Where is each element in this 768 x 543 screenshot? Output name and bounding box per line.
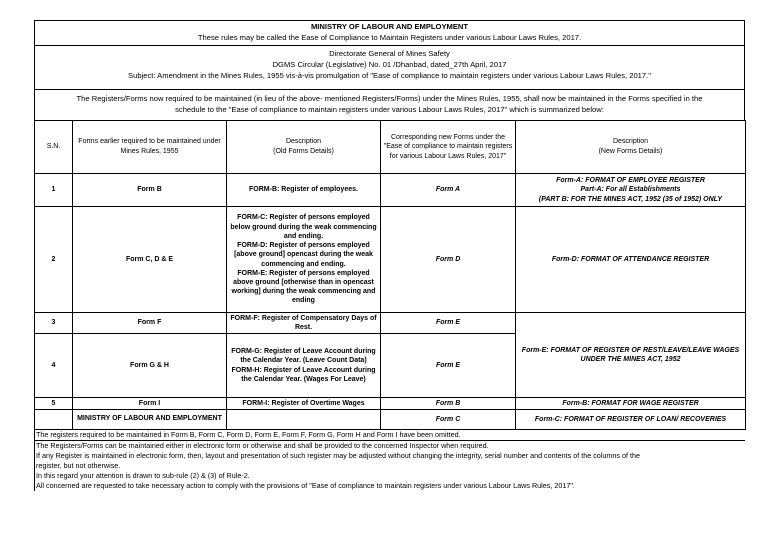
row-sn bbox=[35, 410, 73, 430]
table-row bbox=[35, 398, 746, 410]
table-header-row bbox=[35, 121, 746, 174]
old-description: FORM-F: Register of Compensatory Days of Rest. bbox=[227, 313, 381, 334]
new-desc-line: Form-A: FORMAT OF EMPLOYEE REGISTER bbox=[556, 177, 705, 185]
table-row bbox=[35, 174, 746, 207]
new-desc-line: Part-A: For all Establishments bbox=[580, 186, 681, 194]
layout-note: If any Register is maintained in electronic form, then, layout and presentation of such register may be adjusted without changing the integrity, serial number and contents of the columns of the bbox=[36, 451, 640, 460]
row-sn: 5 bbox=[35, 398, 73, 410]
old-desc-form-d: FORM-D: Register of persons employed [above ground] opencast during the weak commencing and ending. bbox=[234, 242, 373, 268]
old-form: Form G & H bbox=[73, 334, 227, 398]
old-form: MINISTRY OF LABOUR AND EMPLOYMENT bbox=[73, 410, 227, 430]
new-desc-line: (PART B: FOR THE MINES ACT, 1952 (35 of 1952) ONLY bbox=[538, 195, 723, 203]
new-form: Form C bbox=[381, 410, 516, 430]
table-row bbox=[35, 207, 746, 313]
new-description: Form-E: FORMAT OF REGISTER OF REST/LEAVE/LEAVE WAGES UNDER THE MINES ACT, 1952 bbox=[516, 313, 746, 398]
new-description: Form-D: FORMAT OF ATTENDANCE REGISTER bbox=[516, 207, 746, 313]
old-description bbox=[227, 334, 381, 398]
new-form: Form E bbox=[381, 313, 516, 334]
new-form: Form E bbox=[381, 334, 516, 398]
col-header-sn: S.N. bbox=[35, 121, 73, 174]
omitted-note: The registers required to be maintained in Form B, Form C, Form D, Form E, Form F, Form G, Form H and Form I have been omitted. bbox=[35, 430, 745, 441]
ministry-header bbox=[34, 20, 745, 45]
old-form: Form B bbox=[73, 174, 227, 207]
circular-header bbox=[34, 45, 745, 89]
old-desc-form-e: FORM-E: Register of persons employed above ground [otherwise than in opencast working] during the weak commencing and ending bbox=[231, 269, 376, 305]
sub-rule-note: In this regard your attention is drawn to sub-rule (2) & (3) of Rule-2. bbox=[36, 471, 250, 480]
row-sn: 4 bbox=[35, 334, 73, 398]
new-description bbox=[516, 174, 746, 207]
intro-paragraph bbox=[34, 89, 745, 120]
new-form: Form A bbox=[381, 174, 516, 207]
new-desc-subtitle: (New Forms Details) bbox=[598, 148, 663, 155]
row-sn: 1 bbox=[35, 174, 73, 207]
new-form: Form B bbox=[381, 398, 516, 410]
circular-line: DGMS Circular (Legislative) No. 01 /Dhanbad, dated_27th April, 2017 bbox=[272, 60, 507, 69]
compliance-note: All concerned are requested to take necessary action to comply with the provisions of "Ease of compliance to maintain registers under various Labour Laws Rules, 2017". bbox=[36, 481, 575, 490]
new-description: Form-B: FORMAT FOR WAGE REGISTER bbox=[516, 398, 746, 410]
row-sn: 2 bbox=[35, 207, 73, 313]
old-desc-form-h: FORM-H: Register of Leave Account during the Calendar Year. (Wages For Leave) bbox=[231, 366, 376, 383]
old-desc-form-c: FORM-C: Register of persons employed below ground during the weak commencing and ending. bbox=[230, 214, 377, 240]
old-form: Form C, D & E bbox=[73, 207, 227, 313]
new-form: Form D bbox=[381, 207, 516, 313]
document-sheet bbox=[34, 20, 745, 491]
rules-line: These rules may be called the Ease of Compliance to Maintain Registers under various Labour Laws Rules, 2017. bbox=[197, 33, 582, 42]
new-desc-title: Description bbox=[612, 138, 648, 146]
col-header-new-forms: Corresponding new Forms under the "Ease of compliance to maintain registers for various Labour Laws Rules, 2017" bbox=[381, 121, 516, 174]
col-header-old-forms: Forms earlier required to be maintained under Mines Rules, 1955 bbox=[73, 121, 227, 174]
table-row bbox=[35, 410, 746, 430]
intro-line-2: schedule to the "Ease of compliance to maintain registers under various Labour Laws Rules, 2017" which is summarized below: bbox=[175, 105, 604, 114]
directorate-line: Directorate General of Mines Safety bbox=[329, 49, 450, 58]
old-description bbox=[227, 410, 381, 430]
col-header-old-desc bbox=[227, 121, 381, 174]
ministry-title: MINISTRY OF LABOUR AND EMPLOYMENT bbox=[310, 22, 469, 31]
row-sn: 3 bbox=[35, 313, 73, 334]
old-desc-title: Description bbox=[285, 138, 321, 146]
forms-table bbox=[34, 120, 746, 430]
old-form: Form I bbox=[73, 398, 227, 410]
notes-section bbox=[34, 430, 745, 491]
old-description: FORM-B: Register of employees. bbox=[227, 174, 381, 207]
electronic-form-note: The Registers/Forms can be maintained either in electronic form or otherwise and shall be provided to the concerned Inspector when required. bbox=[36, 441, 489, 450]
layout-note-continued: register, but not otherwise. bbox=[36, 461, 121, 470]
table-row bbox=[35, 313, 746, 334]
old-desc-subtitle: (Old Forms Details) bbox=[273, 148, 334, 155]
intro-line-1: The Registers/Forms now required to be maintained (in lieu of the above- mentioned Registers/Forms) under the Mines Rules, 1955, shall now be maintained in the Forms specified in the bbox=[76, 94, 703, 103]
old-description: FORM-I: Register of Overtime Wages bbox=[227, 398, 381, 410]
new-description: Form-C: FORMAT OF REGISTER OF LOAN/ RECOVERIES bbox=[516, 410, 746, 430]
old-form: Form F bbox=[73, 313, 227, 334]
old-description bbox=[227, 207, 381, 313]
old-desc-form-g: FORM-G: Register of Leave Account during the Calendar Year. (Leave Count Data) bbox=[231, 348, 376, 365]
subject-line: Subject: Amendment in the Mines Rules, 1955 vis-à-vis promulgation of "Ease of compliance to maintain registers under various Labour Laws Rules, 2017." bbox=[128, 71, 651, 80]
col-header-new-desc bbox=[516, 121, 746, 174]
